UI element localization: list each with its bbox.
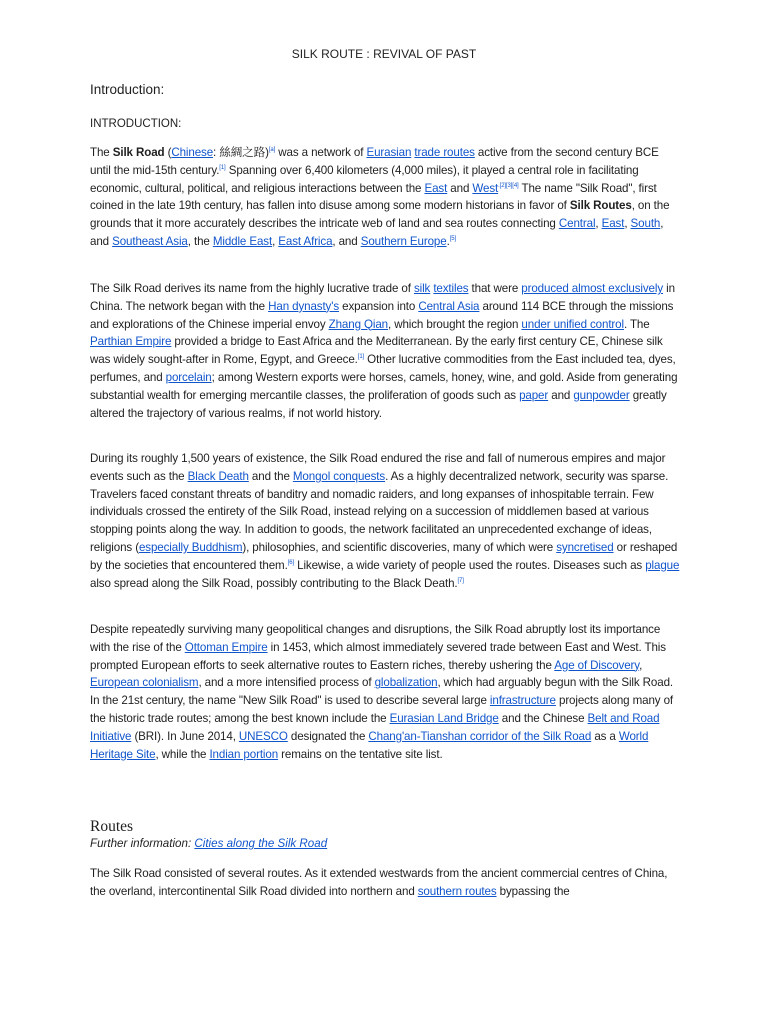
- citation-ref[interactable]: [1]: [219, 164, 226, 171]
- bold-term: Silk Routes: [569, 199, 632, 213]
- text-run: , the: [187, 234, 213, 248]
- inline-link[interactable]: trade routes: [414, 146, 475, 159]
- paragraph-2: [90, 280, 680, 422]
- inline-link[interactable]: Mongol conquests: [292, 469, 386, 483]
- citation-ref[interactable]: [5]: [449, 236, 456, 243]
- text-run: greatly altered the trajectory of various realms, if not world history.: [90, 388, 667, 420]
- inline-link[interactable]: Southern Europe: [360, 234, 447, 248]
- document-title: SILK ROUTE : REVIVAL OF PAST: [291, 47, 477, 61]
- inline-link[interactable]: West: [472, 181, 499, 195]
- text-run: The Silk Road derives its name from the highly lucrative trade of: [90, 282, 414, 295]
- text-run: Spanning over 6,400 kilometers (4,000 miles), it played a central role in facilitating economic, cultural, political, and religious interactions between the: [90, 163, 639, 195]
- further-information: [90, 837, 327, 850]
- paragraph-1: [90, 144, 680, 251]
- text-run: Other lucrative commodities from the East included tea, dyes, perfumes, and: [90, 353, 676, 384]
- text-run: provided a bridge to East Africa and the Mediterranean. By the early first century CE, Chinese silk was widely sought-after in Rome, Egypt, and Greece.: [90, 335, 663, 367]
- text-run: : 絲綢之路): [213, 146, 269, 159]
- text-run: , on the grounds that it more accurately describes the intricate web of land and sea routes connecting: [90, 199, 670, 231]
- citation-ref[interactable]: .[2][3][4]: [498, 182, 519, 189]
- paragraph-4: [90, 621, 680, 763]
- text-run: ; among Western exports were horses, camels, honey, wine, and gold. Aside from generating substantial wealth for emerging mercantile classes, the proliferation of goods such as: [90, 370, 678, 402]
- cities-along-silk-road-link[interactable]: Cities along the Silk Road: [194, 837, 328, 850]
- text-run: and: [447, 181, 473, 195]
- inline-link[interactable]: silk: [413, 282, 431, 295]
- text-run: , which brought the region: [388, 317, 522, 331]
- inline-link[interactable]: textiles: [433, 282, 469, 295]
- text-run: remains on the tentative site list.: [278, 747, 443, 761]
- text-run: The name "Silk Road", first coined in the late 19th century, has fallen into disuse among some modern historians in favor of: [90, 181, 657, 213]
- inline-link[interactable]: paper: [519, 388, 549, 402]
- text-run: ), philosophies, and scientific discoveries, many of which were: [242, 540, 557, 554]
- inline-link[interactable]: Chang'an-Tianshan corridor of the Silk Road: [368, 729, 592, 743]
- inline-link[interactable]: Black Death: [187, 469, 249, 483]
- inline-link[interactable]: East: [601, 217, 625, 231]
- inline-link[interactable]: Eurasian Land Bridge: [389, 711, 499, 725]
- text-run: that were: [468, 282, 522, 295]
- inline-link[interactable]: produced almost exclusively: [521, 282, 664, 295]
- text-run: expansion into: [339, 299, 419, 313]
- introduction-heading: Introduction:: [90, 82, 165, 97]
- text-run: bypassing the: [496, 884, 570, 898]
- inline-link[interactable]: porcelain: [165, 370, 212, 384]
- paragraph-5: [90, 865, 680, 901]
- text-run: Likewise, a wide variety of people used the routes. Diseases such as: [294, 558, 646, 572]
- text-run: ,: [624, 217, 631, 231]
- text-run: The Silk Road consisted of several routes. As it extended westwards from the ancient commercial centres of China, the overland, intercontinental Silk Road divided into northern and: [90, 867, 668, 898]
- text-run: and the Chinese: [498, 711, 588, 725]
- inline-link[interactable]: UNESCO: [238, 729, 288, 743]
- text-run: , and a more intensified process of: [198, 676, 375, 690]
- inline-link[interactable]: European colonialism: [90, 676, 199, 690]
- introduction-label: INTRODUCTION:: [90, 118, 182, 130]
- inline-link[interactable]: Eurasian: [366, 146, 412, 159]
- text-run: , and: [332, 234, 361, 248]
- text-run: . As a highly decentralized network, security was sparse. Travelers faced constant threats of banditry and nomadic raiders, and long expanses of inhospitable terrain. Few individuals crossed the entirety of the Silk Road, instead relying on a succession of middlemen based at various stopping points along the way. In addition to goods, the network facilitated an unprecedented exchange of ideas, religions (: [90, 469, 669, 554]
- text-run: ,: [272, 234, 279, 248]
- inline-link[interactable]: gunpowder: [573, 388, 630, 402]
- text-run: active from the second century BCE until the mid-15th century.: [90, 146, 659, 177]
- inline-link[interactable]: East Africa: [278, 234, 333, 248]
- text-run: Despite repeatedly surviving many geopolitical changes and disruptions, the Silk Road abruptly lost its importance with the rise of the: [90, 623, 661, 654]
- inline-link[interactable]: South: [630, 217, 661, 231]
- inline-link[interactable]: Belt and Road Initiative: [90, 711, 660, 743]
- inline-link[interactable]: Middle East: [212, 234, 273, 248]
- inline-link[interactable]: World Heritage Site: [90, 729, 649, 761]
- paragraph-3: [90, 450, 680, 592]
- inline-link[interactable]: East: [424, 181, 448, 195]
- inline-link[interactable]: Central Asia: [418, 299, 480, 313]
- text-run: (BRI). In June 2014,: [131, 729, 239, 743]
- inline-link[interactable]: Parthian Empire: [90, 335, 172, 349]
- citation-ref[interactable]: [a]: [268, 147, 276, 154]
- inline-link[interactable]: under unified control: [521, 317, 624, 331]
- text-run: During its roughly 1,500 years of existence, the Silk Road endured the rise and fall of numerous empires and major events such as the: [90, 452, 666, 483]
- inline-link[interactable]: Zhang Qian: [328, 317, 389, 331]
- text-run: , which had arguably begun with the Silk Road. In the 21st century, the name "New Silk Road" is used to describe several large: [90, 676, 674, 708]
- further-information-label: Further information:: [90, 837, 195, 850]
- text-run: .: [446, 234, 450, 248]
- text-run: . The: [623, 317, 650, 331]
- citation-ref[interactable]: [7]: [457, 577, 464, 584]
- text-run: designated the: [287, 729, 369, 743]
- text-run: or reshaped by the societies that encountered them.: [90, 540, 678, 572]
- inline-link[interactable]: Ottoman Empire: [184, 640, 268, 654]
- text-run: as a: [591, 729, 619, 743]
- inline-link[interactable]: especially Buddhism: [138, 540, 243, 554]
- inline-link[interactable]: syncretised: [556, 540, 614, 554]
- inline-link[interactable]: Central: [558, 217, 596, 231]
- text-run: The: [90, 146, 113, 159]
- citation-ref[interactable]: [6]: [287, 559, 295, 566]
- citation-ref[interactable]: [1]: [357, 354, 365, 361]
- inline-link[interactable]: Southeast Asia: [112, 234, 188, 248]
- text-run: around 114 BCE through the missions and explorations of the Chinese imperial envoy: [90, 299, 674, 331]
- text-run: ,: [595, 217, 602, 231]
- inline-link[interactable]: plague: [645, 558, 680, 572]
- text-run: and the: [248, 469, 293, 483]
- text-run: in China. The network began with the: [90, 282, 675, 313]
- routes-heading: Routes: [90, 818, 134, 835]
- text-run: and: [548, 388, 574, 402]
- bold-term: Silk Road: [112, 146, 165, 159]
- text-run: in 1453, which almost immediately severed trade between East and West. This prompted European efforts to seek alternative routes to Eastern riches, thereby ushering the: [90, 640, 666, 672]
- inline-link[interactable]: Han dynasty's: [268, 299, 340, 313]
- inline-link[interactable]: globalization: [374, 676, 438, 690]
- inline-link[interactable]: southern routes: [417, 884, 497, 898]
- text-run: ,: [639, 658, 643, 672]
- inline-link[interactable]: Indian portion: [209, 747, 279, 761]
- text-run: (: [164, 146, 172, 159]
- inline-link[interactable]: infrastructure: [489, 694, 556, 708]
- text-run: also spread along the Silk Road, possibly contributing to the Black Death.: [90, 576, 458, 590]
- text-run: , and: [90, 217, 664, 248]
- text-run: projects along many of the historic trade routes; among the best known include the: [90, 694, 673, 725]
- inline-link[interactable]: Chinese: [171, 146, 214, 159]
- text-run: , while the: [155, 747, 210, 761]
- inline-link[interactable]: Age of Discovery: [554, 658, 640, 672]
- text-run: was a network of: [275, 146, 367, 159]
